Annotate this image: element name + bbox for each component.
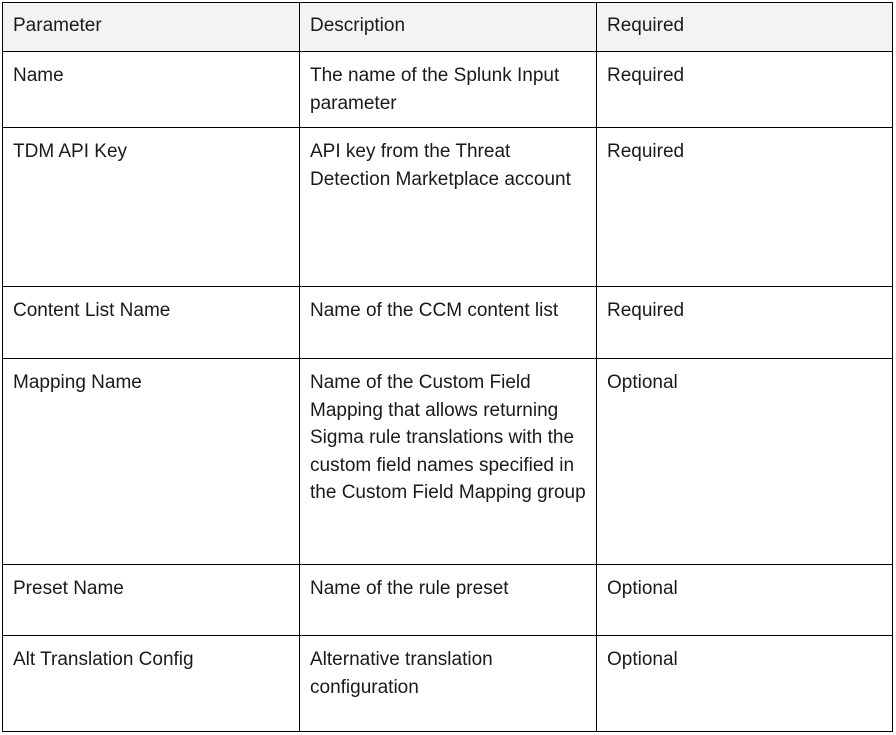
cell-required: Required <box>597 128 893 287</box>
cell-required: Optional <box>597 359 893 565</box>
cell-required: Required <box>597 52 893 128</box>
cell-parameter: TDM API Key <box>3 128 300 287</box>
parameters-table <box>2 2 893 732</box>
table-body <box>3 52 893 732</box>
table-row <box>3 565 893 636</box>
cell-description: API key from the Threat Detection Marketplace account <box>300 128 597 287</box>
cell-description: Name of the CCM content list <box>300 287 597 359</box>
header-description: Description <box>300 3 597 52</box>
cell-description: Name of the Custom Field Mapping that allows returning Sigma rule translations with the custom field names specified in the Custom Field Mapping group <box>300 359 597 565</box>
cell-description: Alternative translation configuration <box>300 636 597 732</box>
table-row <box>3 636 893 732</box>
cell-parameter: Alt Translation Config <box>3 636 300 732</box>
table-row <box>3 52 893 128</box>
cell-parameter: Mapping Name <box>3 359 300 565</box>
cell-parameter: Name <box>3 52 300 128</box>
cell-description: The name of the Splunk Input parameter <box>300 52 597 128</box>
cell-required: Required <box>597 287 893 359</box>
table-row <box>3 359 893 565</box>
header-required: Required <box>597 3 893 52</box>
header-row <box>3 3 893 52</box>
header-parameter: Parameter <box>3 3 300 52</box>
table-row <box>3 128 893 287</box>
table-header <box>3 3 893 52</box>
cell-parameter: Preset Name <box>3 565 300 636</box>
cell-description: Name of the rule preset <box>300 565 597 636</box>
table-row <box>3 287 893 359</box>
cell-required: Optional <box>597 636 893 732</box>
cell-parameter: Content List Name <box>3 287 300 359</box>
cell-required: Optional <box>597 565 893 636</box>
